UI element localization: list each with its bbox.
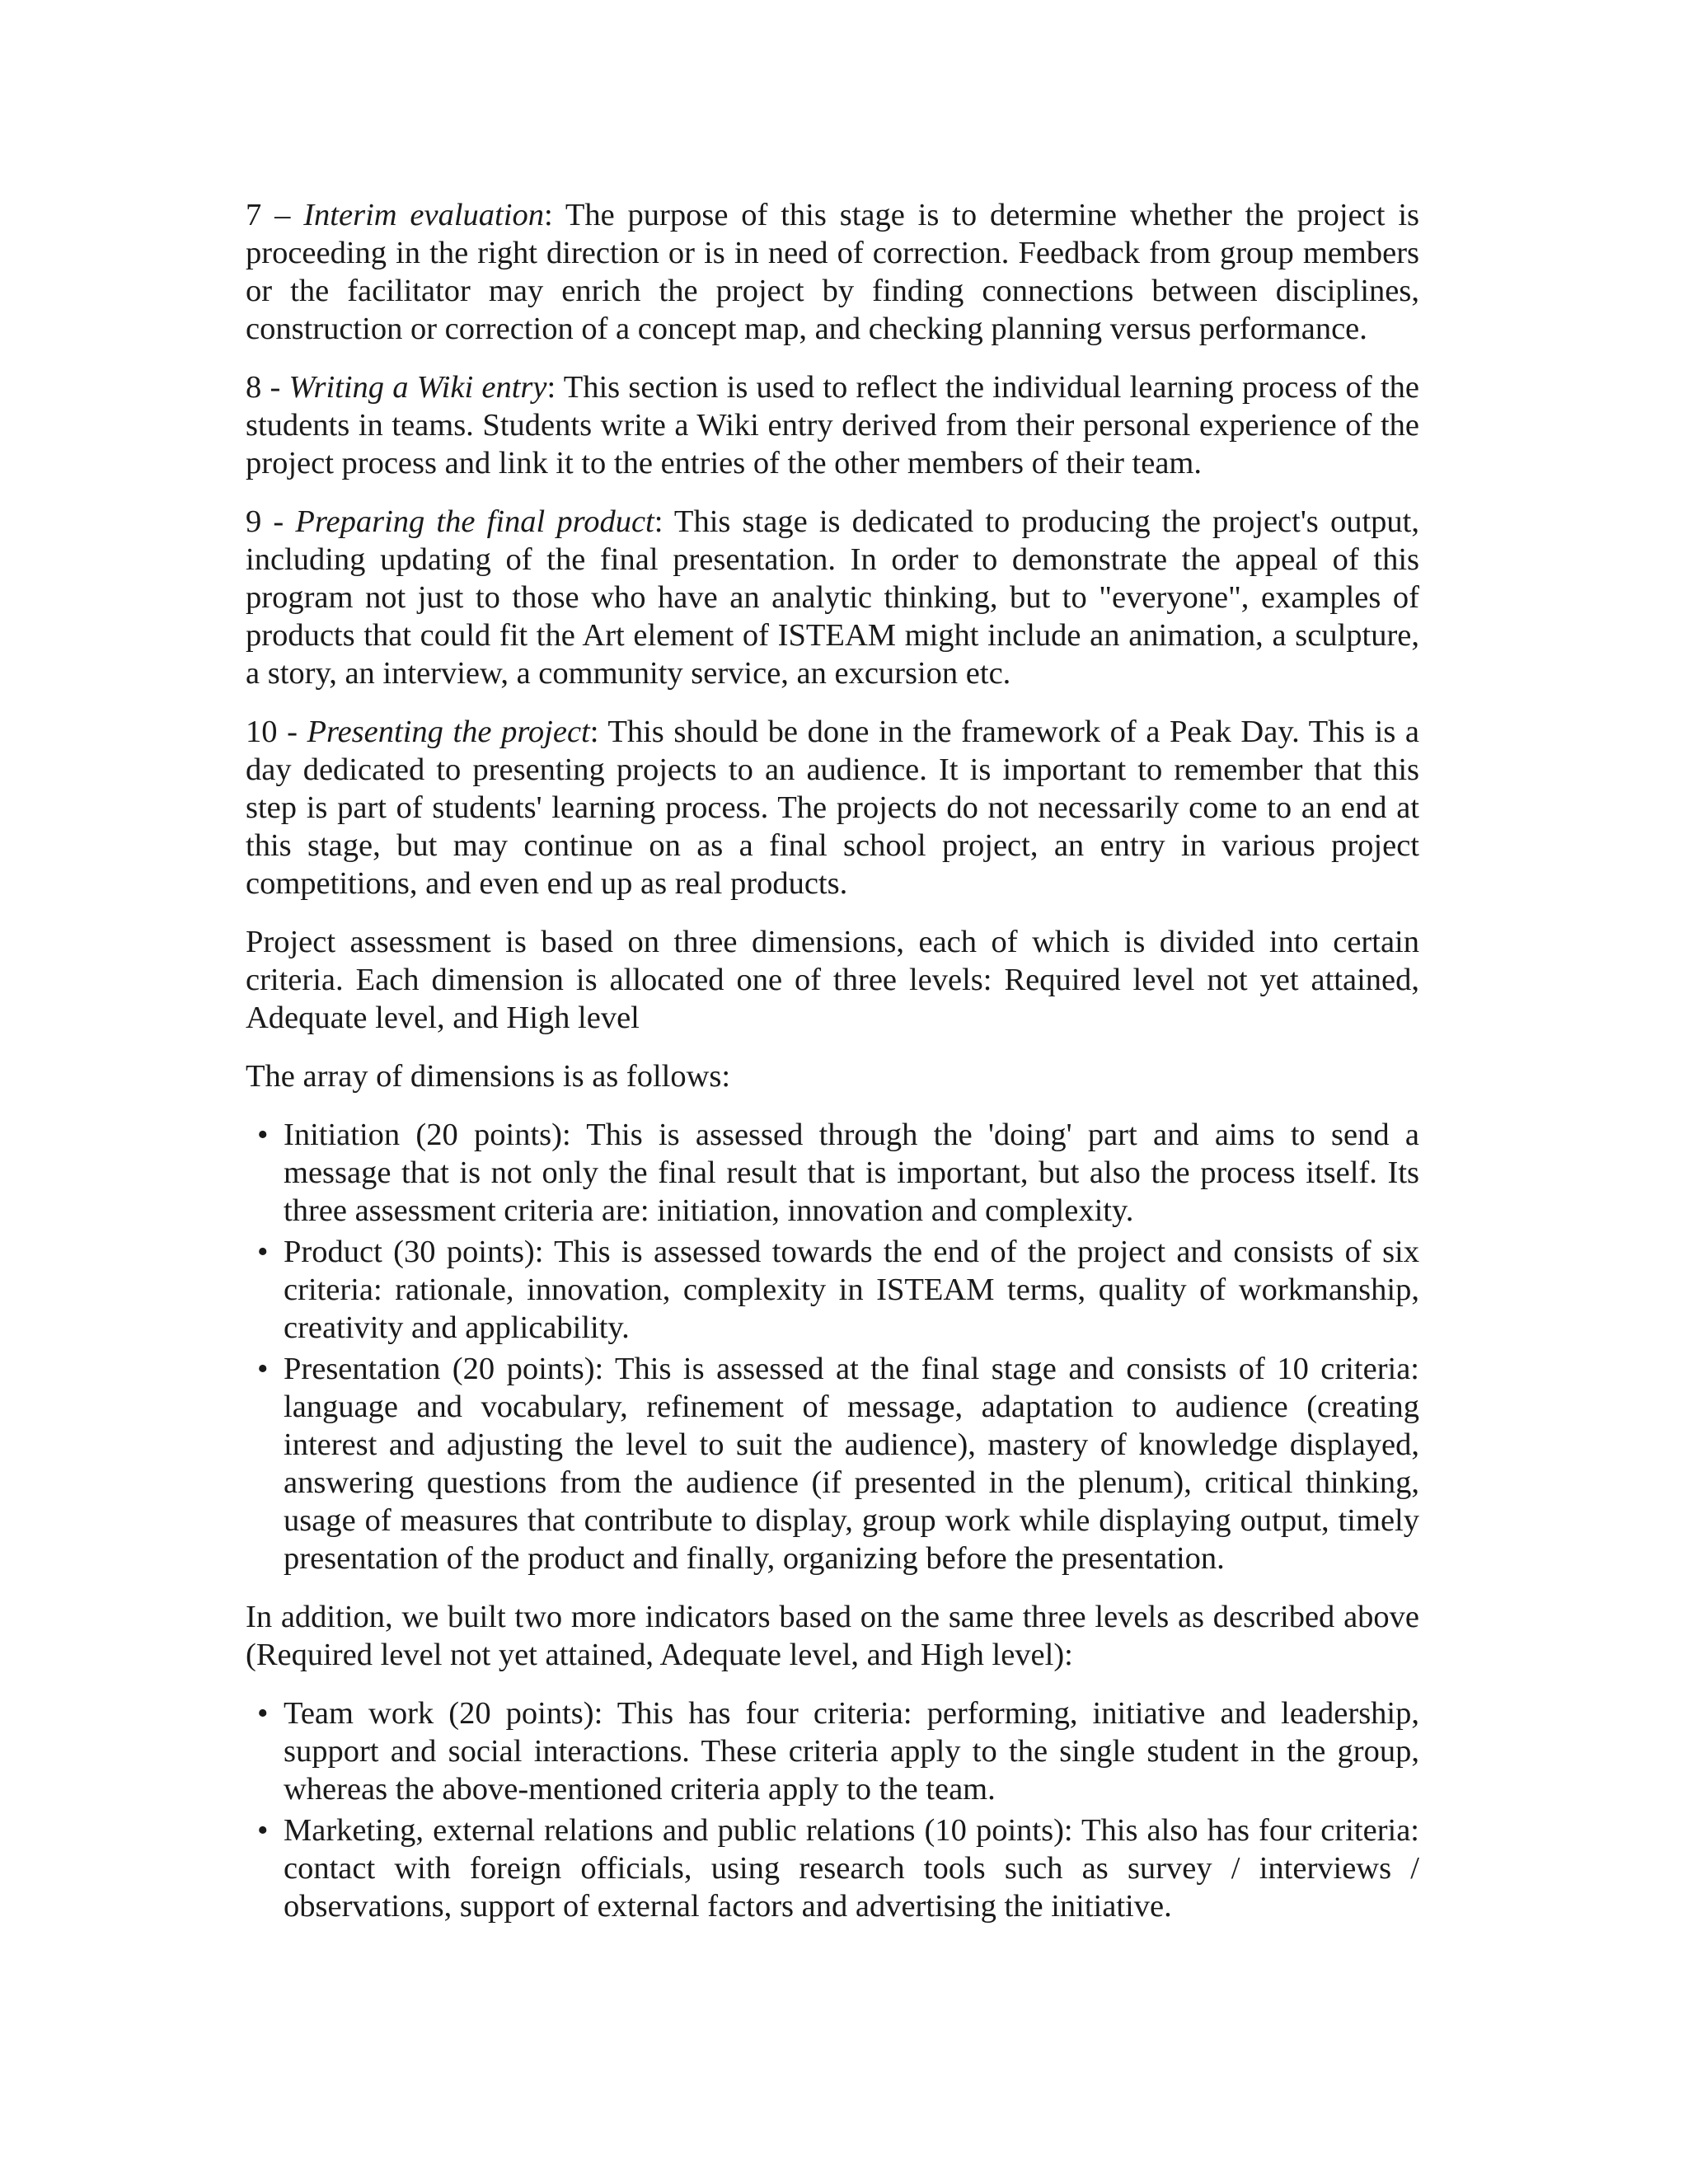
assessment-intro-paragraph: Project assessment is based on three dimensions, each of which is divided into certain criteria. Each dimension is allocated one of three levels: Required level not yet attained, Adequate level, and High level <box>246 925 1419 1035</box>
list-item <box>246 1233 1419 1347</box>
bullet-icon: • <box>257 1696 269 1731</box>
stage-10-text: : This should be done in the framework of a Peak Day. This is a day dedicated to presenting projects to an audience. It is important to remember that this step is part of students' learning process. The projects do not necessarily come to an end at this stage, but may continue on as a final school project, an entry in various project competitions, and even end up as real products. <box>246 715 1419 901</box>
list-item <box>246 1811 1419 1925</box>
stage-9-paragraph <box>246 503 1419 692</box>
list-item <box>246 1116 1419 1230</box>
bullet-icon: • <box>257 1352 269 1386</box>
list-item <box>246 1350 1419 1577</box>
dimension-text: Presentation (20 points): This is assessed at the final stage and consists of 10 criteria: language and vocabulary, refinement of message, adaptation to audience (creating interest and adjusting the level to suit the audience), mastery of knowledge displayed, answering questions from the audience (if presented in the plenum), critical thinking, usage of measures that contribute to display, group work while displaying output, timely presentation of the product and finally, organizing before the presentation. <box>284 1352 1419 1576</box>
indicators-list <box>246 1694 1419 1925</box>
stage-7-paragraph <box>246 196 1419 348</box>
stage-7-text: : The purpose of this stage is to determine whether the project is proceeding in the right direction or is in need of correction. Feedback from group members or the facilitator may enrich the project by finding connections between disciplines, construction or correction of a concept map, and checking planning versus performance. <box>246 198 1420 346</box>
stage-7-number: 7 – <box>246 198 304 232</box>
stage-8-paragraph <box>246 368 1419 482</box>
dimensions-intro-paragraph: The array of dimensions is as follows: <box>246 1059 731 1094</box>
indicator-text: Team work (20 points): This has four criteria: performing, initiative and leadership, support and social interactions. These criteria apply to the single student in the group, whereas the above-mentioned criteria apply to the team. <box>284 1696 1419 1807</box>
stage-9-title: Preparing the final product <box>295 504 654 539</box>
stage-10-paragraph <box>246 713 1419 902</box>
document-page <box>246 196 1419 1946</box>
bullet-icon: • <box>257 1118 269 1152</box>
indicators-intro-paragraph: In addition, we built two more indicators based on the same three levels as described above (Required level not yet attained, Adequate level, and High level): <box>246 1600 1419 1672</box>
indicator-text: Marketing, external relations and public relations (10 points): This also has four criteria: contact with foreign officials, using research tools such as survey / interviews / observations, support of external factors and advertising the initiative. <box>284 1813 1419 1924</box>
stage-8-number: 8 - <box>246 370 289 405</box>
bullet-icon: • <box>257 1813 269 1848</box>
dimension-text: Initiation (20 points): This is assessed through the 'doing' part and aims to send a message that is not only the final result that is important, but also the process itself. Its three assessment criteria are: initiation, innovation and complexity. <box>284 1118 1419 1228</box>
dimension-text: Product (30 points): This is assessed towards the end of the project and consists of six criteria: rationale, innovation, complexity in ISTEAM terms, quality of workmanship, creativity and applicability. <box>284 1235 1419 1345</box>
list-item <box>246 1694 1419 1808</box>
stage-9-number: 9 - <box>246 504 296 539</box>
stage-8-title: Writing a Wiki entry <box>288 370 547 405</box>
stage-10-number: 10 - <box>246 715 307 749</box>
stage-10-title: Presenting the project <box>307 715 590 749</box>
stage-8-text: : This section is used to reflect the individual learning process of the students in teams. Students write a Wiki entry derived from their personal experience of the project process and link it to the entries of the other members of their team. <box>246 370 1419 480</box>
stage-9-text: : This stage is dedicated to producing the project's output, including updating of the final presentation. In order to demonstrate the appeal of this program not just to those who have an analytic thinking, but to "everyone", examples of products that could fit the Art element of ISTEAM might include an animation, a sculpture, a story, an interview, a community service, an excursion etc. <box>246 504 1419 691</box>
stage-7-title: Interim evaluation <box>303 198 544 232</box>
bullet-icon: • <box>257 1235 269 1269</box>
dimensions-list <box>246 1116 1419 1577</box>
